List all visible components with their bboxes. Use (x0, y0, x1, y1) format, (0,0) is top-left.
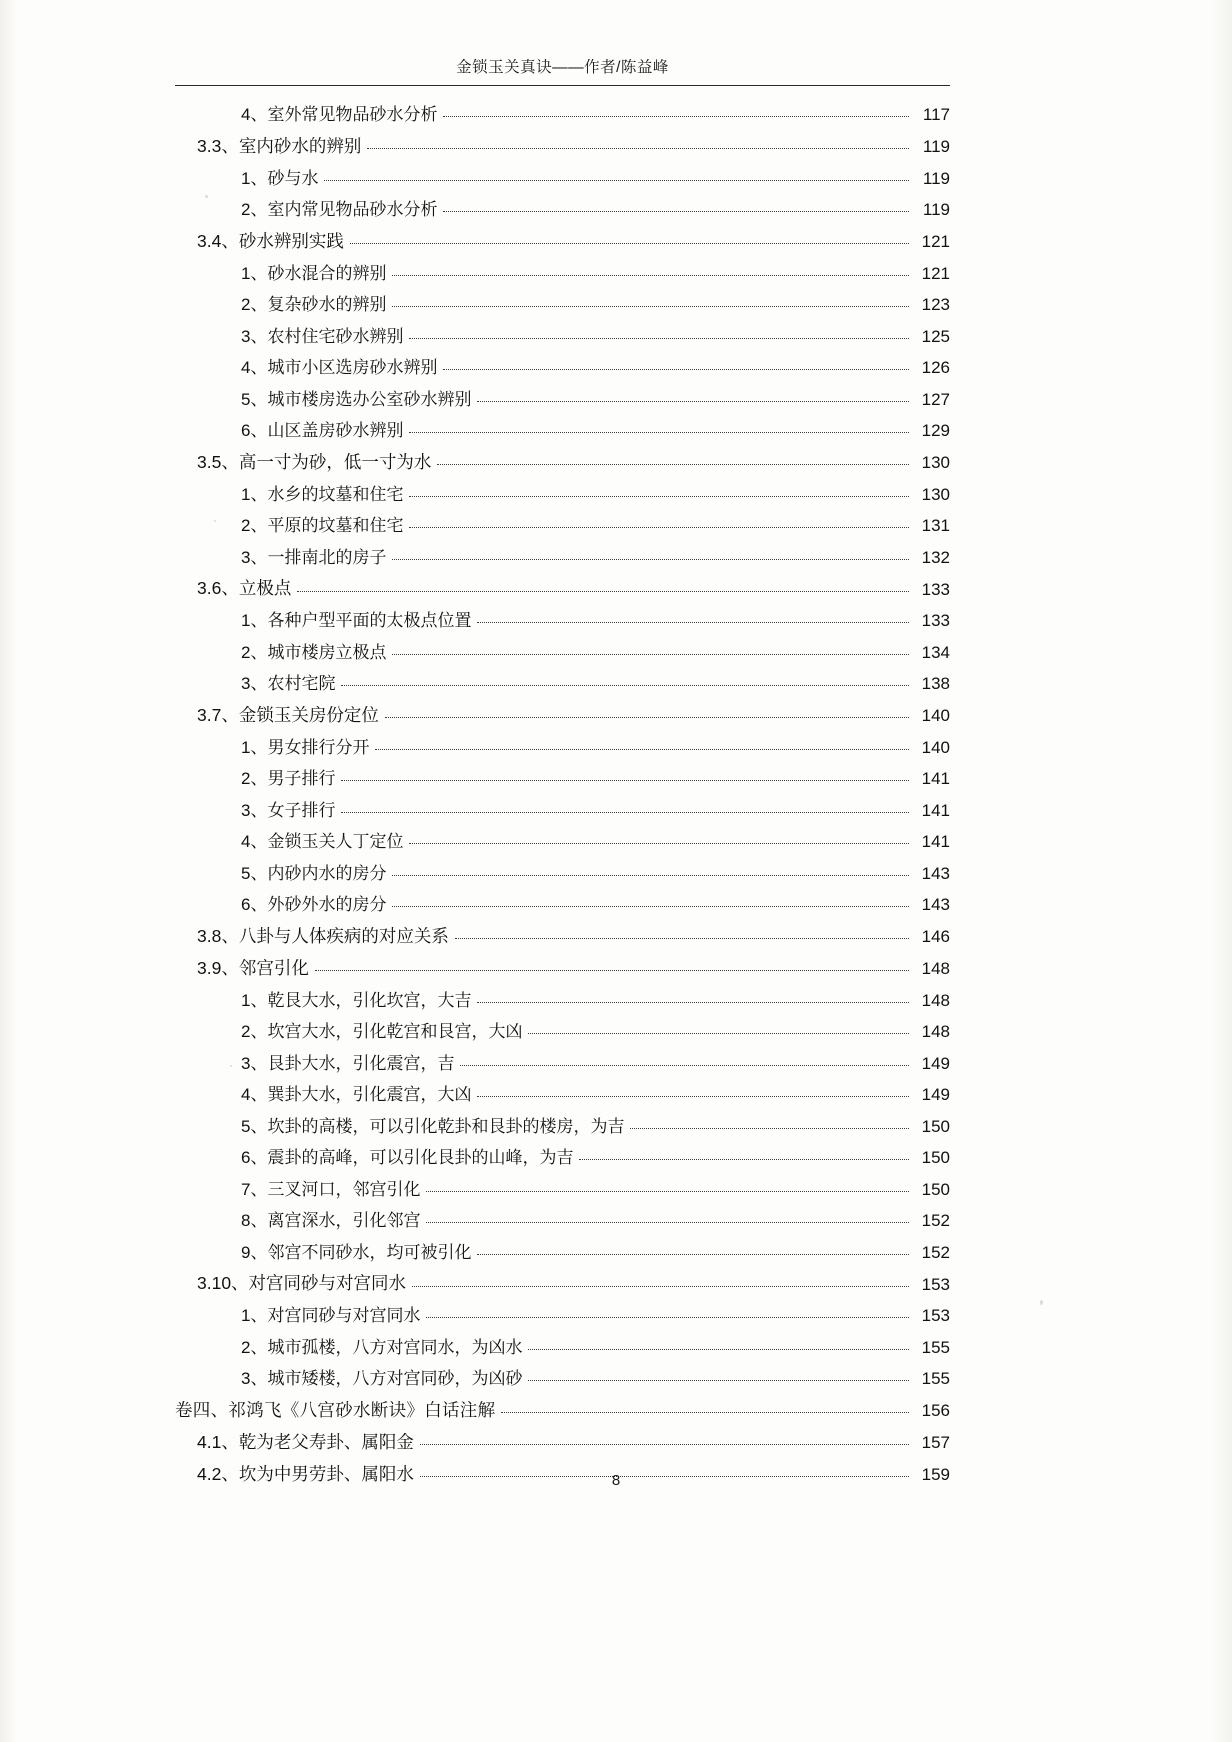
toc-leader-dots (341, 811, 909, 813)
toc-entry[interactable] (241, 422, 950, 439)
header-divider (175, 85, 950, 86)
toc-entry-label: 2、坎宫大水，引化乾宫和艮宫，大凶 (241, 1022, 523, 1041)
toc-entry[interactable] (241, 296, 950, 313)
toc-entry[interactable] (197, 230, 950, 251)
toc-entry-label: 4、城市小区选房砂水辨别 (241, 358, 438, 377)
toc-entry-label: 1、乾艮大水，引化坎宫，大吉 (241, 990, 472, 1010)
toc-entry-label: 1、男女排行分开 (241, 737, 370, 757)
toc-entry-page: 152 (921, 1242, 950, 1262)
toc-leader-dots (409, 431, 909, 433)
toc-leader-dots (341, 684, 909, 686)
toc-leader-dots (443, 210, 909, 212)
toc-entry-label: 7、三叉河口，邻宫引化 (241, 1179, 421, 1199)
toc-entry[interactable] (197, 135, 950, 156)
scan-speck (1040, 1300, 1043, 1305)
toc-leader-dots (392, 905, 909, 907)
toc-entry[interactable] (197, 925, 950, 946)
toc-leader-dots (455, 937, 909, 939)
toc-entry-label: 1、对宫同砂与对宫同水 (241, 1306, 421, 1325)
toc-entry-page: 149 (921, 1053, 950, 1073)
toc-leader-dots (426, 1190, 909, 1192)
toc-leader-dots (443, 115, 909, 117)
toc-entry-page: 148 (921, 1022, 950, 1041)
toc-entry[interactable] (241, 359, 950, 376)
toc-leader-dots (460, 1064, 909, 1066)
running-header: 金锁玉关真诀——作者/陈益峰 (456, 59, 669, 76)
toc-entry[interactable] (241, 675, 950, 692)
toc-entry-label: 3.6、立极点 (197, 578, 292, 598)
toc-entry[interactable] (241, 1023, 950, 1040)
toc-leader-dots (324, 179, 909, 181)
toc-entry-page: 127 (921, 389, 950, 409)
toc-entry-label: 4、巽卦大水，引化震宫，大凶 (241, 1085, 472, 1104)
toc-entry-page: 152 (921, 1211, 950, 1230)
toc-leader-dots (477, 1253, 909, 1255)
toc-entry[interactable] (241, 328, 950, 345)
toc-entry[interactable] (241, 612, 950, 629)
toc-entry[interactable] (241, 549, 950, 566)
toc-entry-label: 3.7、金锁玉关房份定位 (197, 704, 379, 725)
toc-leader-dots (350, 242, 909, 244)
toc-entry[interactable] (197, 580, 950, 598)
toc-entry-label: 2、室内常见物品砂水分析 (241, 200, 438, 219)
toc-entry[interactable] (241, 1212, 950, 1229)
toc-entry-page: 130 (921, 484, 950, 504)
toc-entry[interactable] (241, 1370, 950, 1387)
toc-leader-dots (412, 1285, 909, 1287)
toc-entry-label: 8、离宫深水，引化邻宫 (241, 1211, 421, 1230)
toc-leader-dots (528, 1379, 909, 1381)
toc-entry[interactable] (241, 739, 950, 756)
toc-entry[interactable] (197, 1431, 950, 1452)
toc-leader-dots (341, 779, 909, 781)
toc-entry-label: 4.2、坎为中男劳卦、属阳水 (197, 1463, 414, 1484)
toc-entry-page: 130 (921, 453, 950, 472)
toc-entry-page: 150 (921, 1148, 950, 1167)
toc-leader-dots (392, 653, 909, 655)
page-number: 8 (611, 1472, 621, 1489)
toc-entry-label: 2、男子排行 (241, 769, 336, 788)
toc-entry[interactable] (241, 802, 950, 819)
toc-entry-page: 132 (921, 547, 950, 567)
toc-entry-page: 140 (921, 706, 950, 725)
toc-entry-page: 143 (921, 863, 950, 883)
toc-entry-page: 148 (921, 990, 950, 1010)
toc-entry-page: 123 (921, 295, 950, 314)
toc-entry[interactable] (241, 1118, 950, 1135)
toc-leader-dots (392, 274, 909, 276)
toc-entry[interactable] (241, 170, 950, 187)
toc-entry[interactable] (241, 1149, 950, 1166)
toc-leader-dots (528, 1348, 909, 1350)
toc-entry-page: 150 (921, 1116, 950, 1136)
toc-entry-page: 141 (921, 800, 950, 820)
toc-entry-label: 4.1、乾为老父寿卦、属阳金 (197, 1431, 414, 1452)
toc-entry-page: 146 (921, 927, 950, 946)
toc-entry[interactable] (241, 1181, 950, 1198)
toc-entry-label: 3.4、砂水辨别实践 (197, 230, 344, 251)
toc-entry-label: 1、水乡的坟墓和住宅 (241, 484, 404, 504)
toc-entry-page: 149 (921, 1085, 950, 1104)
toc-entry-label: 3、农村住宅砂水辨别 (241, 326, 404, 346)
toc-leader-dots (297, 590, 909, 592)
toc-leader-dots (426, 1221, 909, 1223)
toc-entry-label: 3、一排南北的房子 (241, 547, 387, 567)
toc-entry[interactable] (197, 704, 950, 725)
toc-leader-dots (501, 1411, 909, 1413)
toc-entry-label: 卷四、祁鸿飞《八宫砂水断诀》白话注解 (175, 1399, 496, 1420)
toc-entry[interactable] (241, 644, 950, 661)
toc-entry-page: 153 (921, 1274, 950, 1294)
toc-entry-page: 129 (921, 421, 950, 440)
toc-entry-page: 126 (921, 358, 950, 377)
toc-entry-page: 121 (921, 263, 950, 283)
toc-entry-page: 143 (921, 895, 950, 914)
toc-entry-label: 3、城市矮楼，八方对宫同砂，为凶砂 (241, 1369, 523, 1388)
toc-entry-label: 4、室外常见物品砂水分析 (241, 105, 438, 124)
toc-entry-page: 119 (922, 200, 950, 219)
toc-leader-dots (528, 1032, 909, 1034)
toc-leader-dots (409, 337, 909, 339)
toc-entry-page: 134 (921, 642, 950, 662)
toc-leader-dots (367, 147, 909, 149)
toc-entry[interactable] (197, 451, 950, 472)
toc-entry[interactable] (241, 201, 950, 218)
toc-leader-dots (437, 463, 909, 465)
toc-entry-page: 155 (921, 1337, 950, 1357)
toc-leader-dots (385, 716, 909, 718)
toc-entry-label: 5、坎卦的高楼，可以引化乾卦和艮卦的楼房，为吉 (241, 1116, 625, 1136)
toc-entry[interactable] (197, 957, 950, 978)
toc-entry[interactable] (241, 1086, 950, 1103)
toc-entry-page: 125 (921, 326, 950, 346)
toc-entry-page: 131 (921, 516, 950, 535)
toc-entry[interactable] (241, 1055, 950, 1072)
toc-entry-page: 153 (921, 1306, 950, 1325)
toc-leader-dots (630, 1127, 909, 1129)
toc-entry-page: 157 (921, 1433, 950, 1452)
toc-leader-dots (409, 842, 909, 844)
toc-leader-dots (420, 1443, 909, 1445)
toc-leader-dots (579, 1158, 909, 1160)
toc-entry[interactable] (241, 896, 950, 913)
toc-entry[interactable] (241, 833, 950, 850)
toc-leader-dots (392, 874, 909, 876)
toc-entry-page: 121 (921, 232, 950, 251)
toc-entry-page: 119 (922, 168, 950, 188)
toc-entry-label: 6、外砂外水的房分 (241, 895, 387, 914)
page-content (175, 55, 950, 1498)
toc-entry[interactable] (197, 1275, 950, 1293)
toc-entry-page: 119 (922, 137, 950, 156)
toc-leader-dots (392, 305, 909, 307)
toc-leader-dots (477, 400, 909, 402)
toc-entry-label: 5、城市楼房选办公室砂水辨别 (241, 389, 472, 409)
toc-entry-page: 156 (921, 1401, 950, 1420)
toc-entry-page: 150 (921, 1179, 950, 1199)
toc-entry[interactable] (241, 517, 950, 534)
toc-leader-dots (477, 1095, 909, 1097)
toc-leader-dots (477, 621, 909, 623)
toc-entry-label: 2、复杂砂水的辨别 (241, 295, 387, 314)
toc-entry-label: 3.5、高一寸为砂，低一寸为水 (197, 451, 432, 472)
toc-entry[interactable] (241, 106, 950, 123)
toc-leader-dots (409, 526, 909, 528)
toc-entry-label: 5、内砂内水的房分 (241, 863, 387, 883)
toc-leader-dots (409, 495, 909, 497)
toc-entry-label: 4、金锁玉关人丁定位 (241, 832, 404, 851)
toc-entry-page: 133 (921, 611, 950, 630)
toc-entry[interactable] (241, 1244, 950, 1261)
toc-entry-label: 3.9、邻宫引化 (197, 957, 309, 978)
toc-entry[interactable] (241, 992, 950, 1009)
toc-entry[interactable] (241, 265, 950, 282)
toc-entry[interactable] (241, 770, 950, 787)
toc-entry-page: 148 (921, 959, 950, 978)
toc-entry-label: 6、震卦的高峰，可以引化艮卦的山峰，为吉 (241, 1148, 574, 1167)
toc-entry-label: 1、砂水混合的辨别 (241, 263, 387, 283)
toc-entry[interactable] (241, 865, 950, 882)
toc-entry-label: 9、邻宫不同砂水，均可被引化 (241, 1242, 472, 1262)
toc-entry-page: 140 (921, 737, 950, 757)
toc-entry-label: 2、平原的坟墓和住宅 (241, 516, 404, 535)
toc-entry-label: 6、山区盖房砂水辨别 (241, 421, 404, 440)
toc-entry[interactable] (241, 391, 950, 408)
toc-entry-page: 159 (921, 1465, 950, 1484)
toc-entry-label: 1、各种户型平面的太极点位置 (241, 611, 472, 630)
toc-entry[interactable] (241, 486, 950, 503)
toc-leader-dots (392, 558, 909, 560)
toc-entry-page: 141 (921, 769, 950, 788)
toc-entry-page: 133 (921, 579, 950, 599)
toc-entry-label: 2、城市孤楼，八方对宫同水，为凶水 (241, 1337, 523, 1357)
toc-entry-label: 3.8、八卦与人体疾病的对应关系 (197, 925, 449, 946)
toc-entry[interactable] (241, 1339, 950, 1356)
toc-leader-dots (477, 1001, 909, 1003)
toc-entry-label: 1、砂与水 (241, 168, 319, 188)
toc-entry-label: 3、农村宅院 (241, 674, 336, 693)
toc-entry-label: 3.10、对宫同砂与对宫同水 (197, 1273, 407, 1293)
table-of-contents (175, 106, 950, 1483)
toc-entry-label: 3.3、室内砂水的辨别 (197, 135, 362, 156)
toc-entry-page: 117 (922, 105, 950, 124)
toc-entry[interactable] (175, 1399, 950, 1420)
toc-entry-label: 2、城市楼房立极点 (241, 642, 387, 662)
toc-entry-page: 141 (921, 832, 950, 851)
toc-entry-label: 3、艮卦大水，引化震宫，吉 (241, 1053, 455, 1073)
toc-entry-label: 3、女子排行 (241, 800, 336, 820)
toc-entry-page: 155 (921, 1369, 950, 1388)
toc-leader-dots (426, 1316, 909, 1318)
toc-leader-dots (315, 969, 909, 971)
toc-leader-dots (375, 748, 909, 750)
toc-entry-page: 138 (921, 674, 950, 693)
toc-leader-dots (443, 368, 909, 370)
toc-entry[interactable] (241, 1307, 950, 1324)
